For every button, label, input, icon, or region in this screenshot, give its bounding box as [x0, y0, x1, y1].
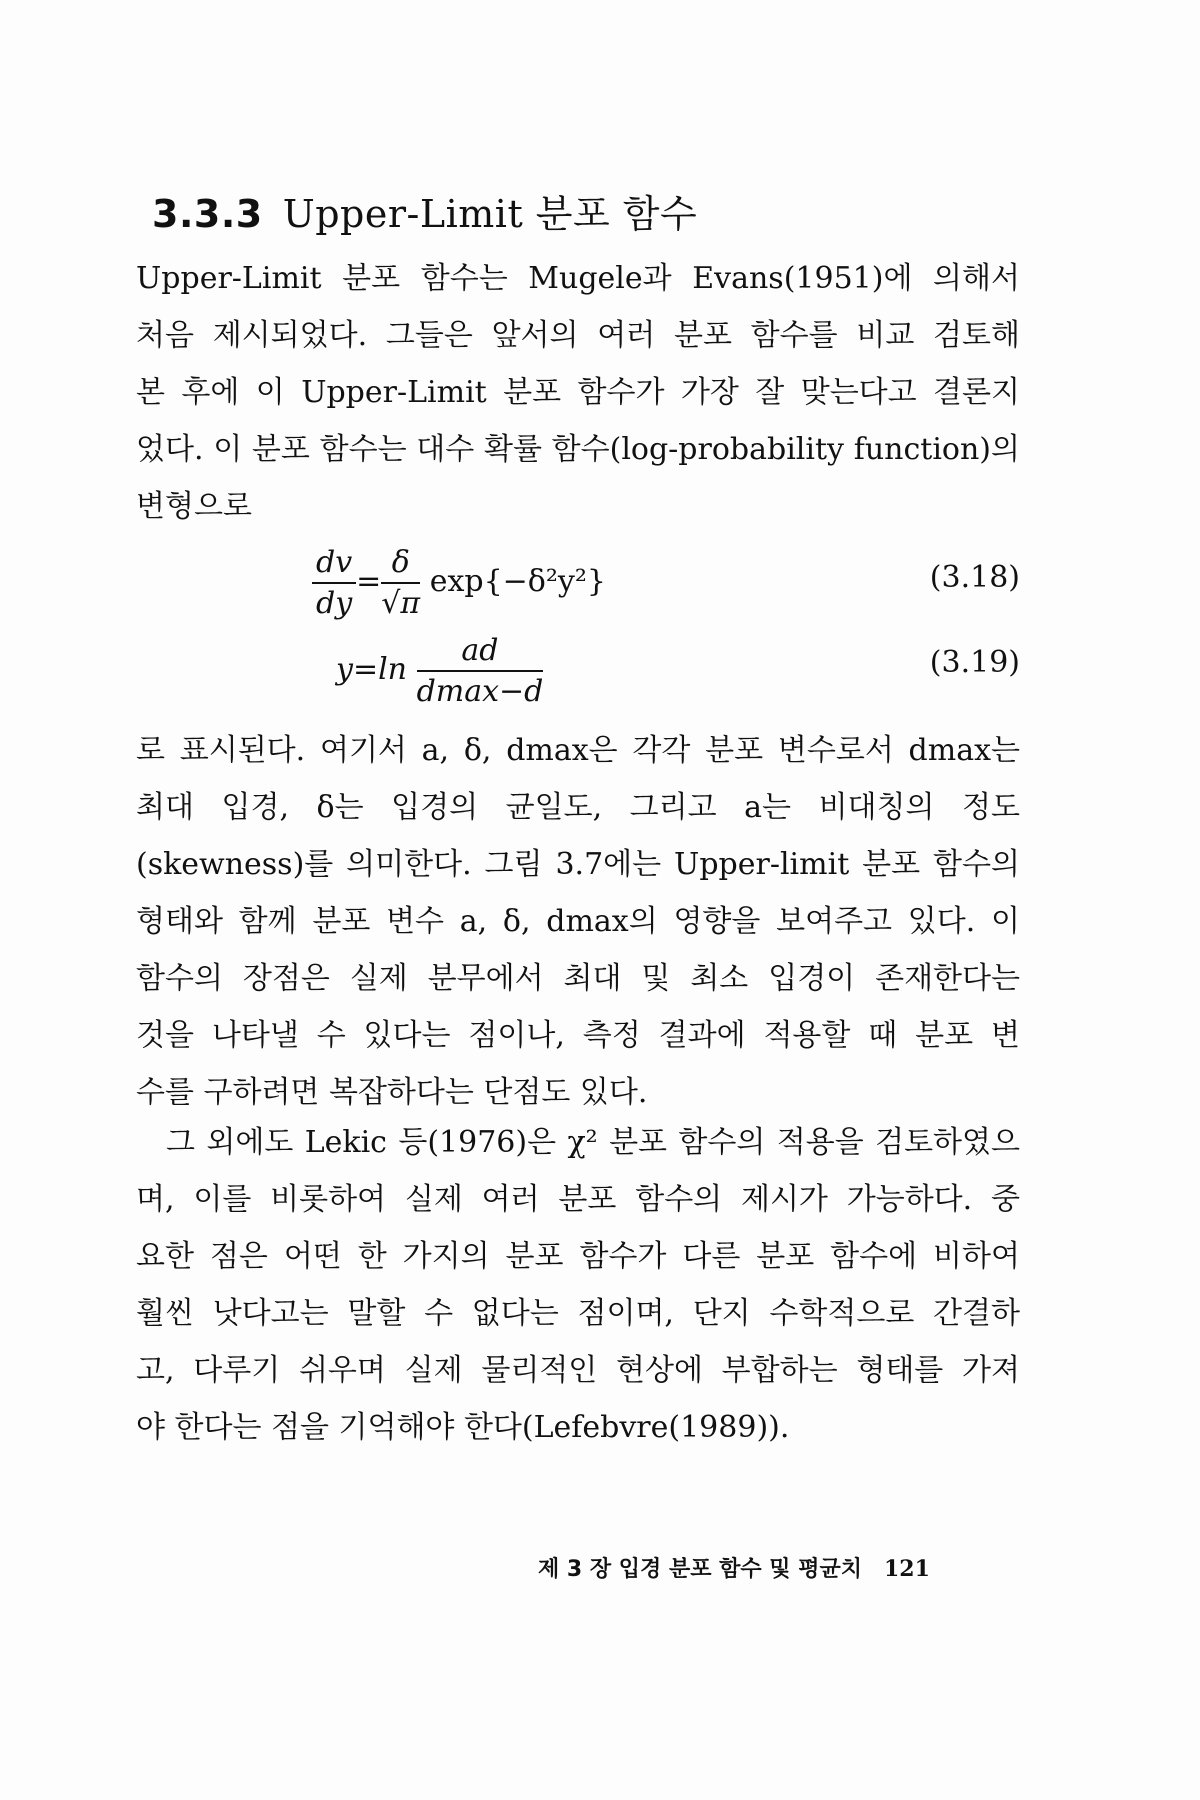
- text-line: 것을 나타낼 수 있다는 점이나, 측정 결과에 적용할 때 분포 변: [136, 1018, 1020, 1053]
- text-line: 처음 제시되었다. 그들은 앞서의 여러 분포 함수를 비교 검토해: [136, 318, 1020, 353]
- fraction-ad-dmax: [417, 633, 544, 709]
- section-heading: [152, 183, 697, 238]
- numerator: ad: [417, 633, 544, 672]
- section-number: 3.3.3: [152, 192, 263, 236]
- denominator: dmax−d: [416, 674, 544, 709]
- text-line: 최대 입경, δ는 입경의 균일도, 그리고 a는 비대칭의 정도: [136, 790, 1020, 825]
- text-line: 그 외에도 Lekic 등(1976)은 χ² 분포 함수의 적용을 검토하였으: [166, 1125, 1020, 1160]
- exp-term: exp{−δ²y²}: [429, 564, 606, 599]
- text-line: 형태와 함께 분포 변수 a, δ, dmax의 영향을 보여주고 있다. 이: [136, 904, 1020, 939]
- text-line: 요한 점은 어떤 한 가지의 분포 함수가 다른 분포 함수에 비하여: [136, 1239, 1020, 1274]
- text-line: 함수의 장점은 실제 분무에서 최대 및 최소 입경이 존재한다는: [136, 961, 1020, 996]
- section-title: Upper-Limit 분포 함수: [282, 192, 698, 236]
- numerator: δ: [381, 545, 420, 584]
- text-line: 변형으로: [136, 489, 252, 524]
- fraction-dv-dy: [312, 545, 356, 621]
- fraction-delta-sqrt-pi: [381, 545, 420, 621]
- equation-3-19: [336, 633, 543, 709]
- text-line: (skewness)를 의미한다. 그림 3.7에는 Upper-limit 분포 함수의: [136, 847, 1020, 882]
- text-line: 며, 이를 비롯하여 실제 여러 분포 함수의 제시가 가능하다. 중: [136, 1182, 1020, 1217]
- paragraph-other-functions: [136, 1114, 1020, 1456]
- equation-number: (3.18): [929, 560, 1020, 595]
- text-line: 고, 다루기 쉬우며 실제 물리적인 현상에 부합하는 형태를 가져: [136, 1353, 1020, 1388]
- paragraph-definitions: [136, 722, 1020, 1121]
- paragraph-intro: [136, 250, 1020, 535]
- text-line: 었다. 이 분포 함수는 대수 확률 함수(log-probability function)의: [136, 432, 1020, 467]
- text-line: 야 한다는 점을 기억해야 한다(Lefebvre(1989)).: [136, 1410, 790, 1445]
- running-footer: [538, 1552, 930, 1583]
- page-number: 121: [883, 1556, 930, 1582]
- text-line: 로 표시된다. 여기서 a, δ, dmax은 각각 분포 변수로서 dmax는: [136, 733, 1020, 768]
- equals-sign: =: [356, 564, 382, 599]
- text-line: Upper-Limit 분포 함수는 Mugele과 Evans(1951)에 의해서: [136, 261, 1020, 296]
- chapter-title: 제 3 장 입경 분포 함수 및 평균치: [538, 1557, 862, 1582]
- equation-number: (3.19): [929, 645, 1020, 680]
- numerator: dv: [312, 545, 356, 584]
- denominator: dy: [316, 586, 353, 621]
- equation-3-18: [312, 545, 606, 621]
- text-line: 수를 구하려면 복잡하다는 단점도 있다.: [136, 1075, 648, 1110]
- equation-lhs: y=ln: [336, 652, 408, 687]
- text-line: 본 후에 이 Upper-Limit 분포 함수가 가장 잘 맞는다고 결론지: [136, 375, 1020, 410]
- denominator: √π: [381, 586, 421, 621]
- text-line: 훨씬 낫다고는 말할 수 없다는 점이며, 단지 수학적으로 간결하: [136, 1296, 1020, 1331]
